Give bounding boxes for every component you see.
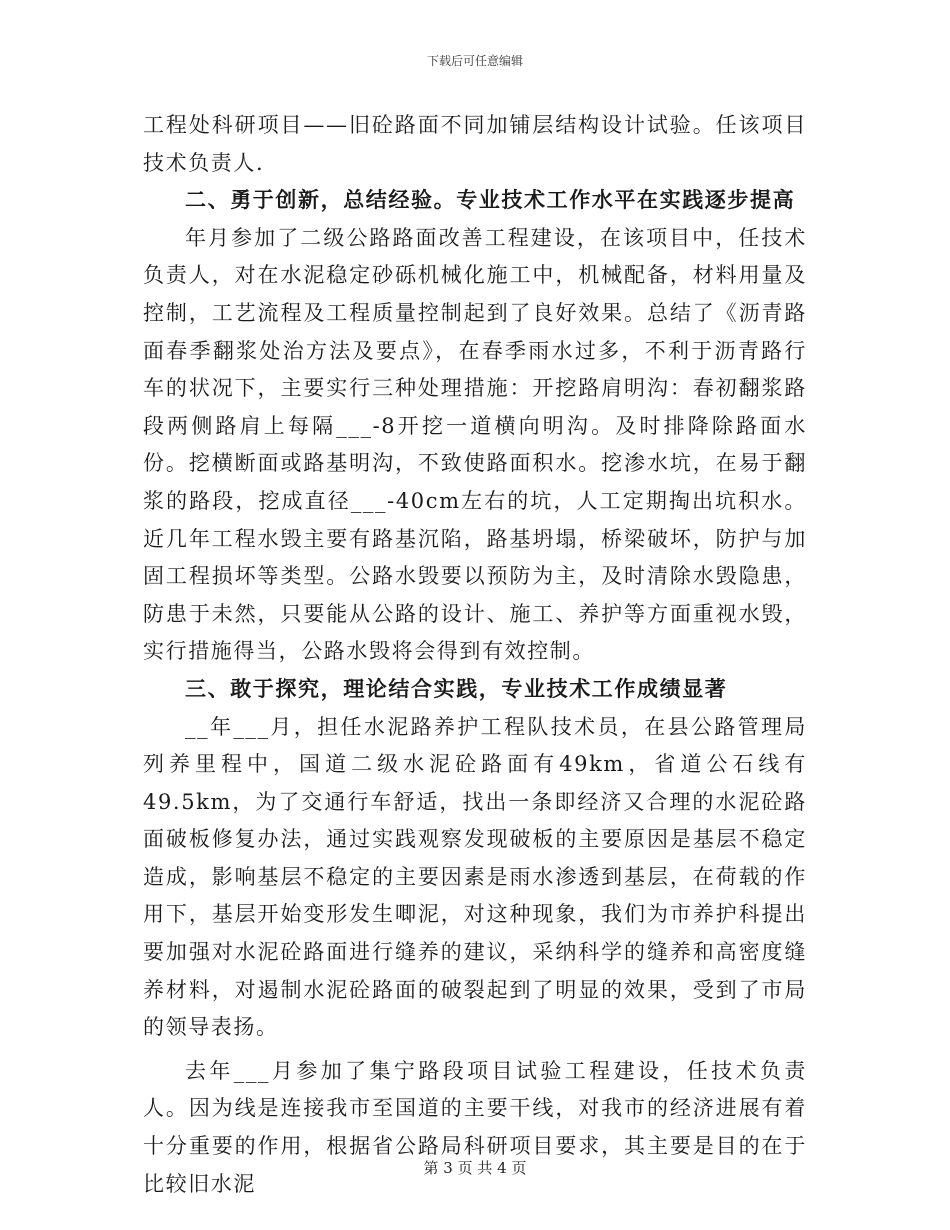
- section-heading-3: 三、敢于探究，理论结合实践，专业技术工作成绩显著: [185, 676, 728, 701]
- paragraph-continuation: 工程处科研项目——旧砼路面不同加铺层结构设计试验。任该项目技术负责人.: [143, 113, 807, 175]
- section-heading-2: 二、勇于创新，总结经验。专业技术工作水平在实践逐步提高: [185, 188, 796, 213]
- page-footer: 第 3 页 共 4 页: [423, 1159, 527, 1177]
- paragraph-section-2: 年月参加了二级公路路面改善工程建设，在该项目中，任技术负责人，对在水泥稳定砂砾机械化施工中，机械配备，材料用量及控制，工艺流程及工程质量控制起到了良好效果。总结了《沥青路面春季翻浆处治方法及要点》，在春季雨水过多，不利于沥青路行车的状况下，主要实行三种处理措施：开挖路肩明沟：春初翻浆路段两侧路肩上每隔___-8开挖一道横向明沟。及时排降除路面水份。挖横断面或路基明沟，不致使路面积水。挖渗水坑，在易于翻浆的路段，挖成直径___-40cm左右的坑，人工定期掏出坑积水。近几年工程水毁主要有路基沉陷，路基坍塌，桥梁破坏，防护与加固工程损坏等类型。公路水毁要以预防为主，及时清除水毁隐患，防患于未然，只要能从公路的设计、施工、养护等方面重视水毁，实行措施得当，公路水毁将会得到有效控制。: [143, 225, 807, 664]
- document-body: [143, 107, 807, 1203]
- paragraph-section-3: __年___月，担任水泥路养护工程队技术员，在县公路管理局列养里程中，国道二级水泥砼路面有49km，省道公石线有49.5km，为了交通行车舒适，找出一条即经济又合理的水泥砼路面破板修复办法，通过实践观察发现破板的主要原因是基层不稳定造成，影响基层不稳定的主要因素是雨水渗透到基层，在荷载的作用下，基层开始变形发生唧泥，对这种现象，我们为市养护科提出要加强对水泥砼路面进行缝养的建议，采纳科学的缝养和高密度缝养材料，对遏制水泥砼路面的破裂起到了明显的效果，受到了市局的领导表扬。: [143, 714, 807, 1040]
- paragraph-section-3-b: 去年___月参加了集宁路段项目试验工程建设，任技术负责人。因为线是连接我市至国道的主要干线，对我市的经济进展有着十分重要的作用，根据省公路局科研项目要求，其主要是目的在于比较旧水泥: [143, 1058, 807, 1196]
- page-header: 下载后可任意编辑: [426, 54, 523, 68]
